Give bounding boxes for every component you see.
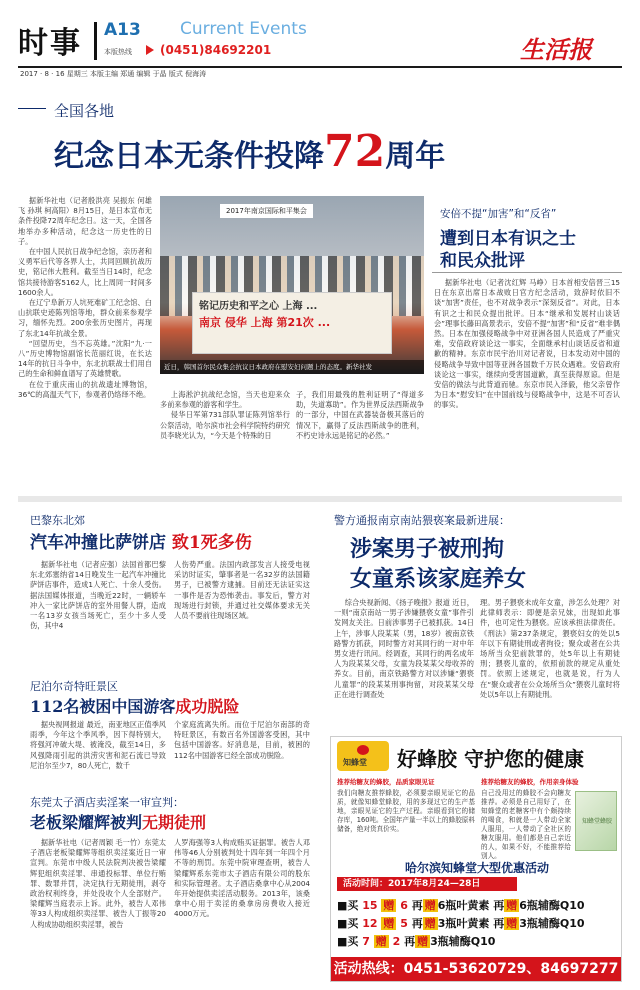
article-headline (30, 810, 206, 833)
offer-number: 5 (400, 917, 408, 930)
ad-brand-badge (337, 741, 389, 771)
photo-backdrop-sign: 2017年南京国际和平集会 (220, 204, 313, 218)
headline-text: 112名被困中国游客 (30, 697, 176, 716)
article-body: 人伤势严重。法国内政部发言人接受电视采访时证实，肇事者是一名32岁的法国籍男子，已被警方逮捕。目前还无法证实这一事件是否为恐怖袭击。事发后，警方对现场进行封锁，并通过社交媒体要求无关人员不要前往现场区域。 (174, 560, 310, 621)
headline-text: 汽车冲撞比萨饼店 (30, 533, 166, 553)
article-body: 据新华社电（记者沈红辉 马峥）日本首相安倍晋三15日在东京出席日本战败日官方纪念活动，致辞时依旧不谈“加害”责任，也不对战争表示“深刻反省”。对此，日本有识之士和民众提出批评。日本“继承和发展村山谈话会”理事长藤田高景表示，安倍不提“加害”和“反省”难非偶然。日本在加强侵略战争中对亚洲各国人民造成了严重灾难，安倍政府谈论这一事实，全面继承村山谈话反省和道歉的精神。东京市民宇治川对记者说，日本发动对中国的侵略战争导致中国等亚洲各国数千万民众遇难。安倍政府谈论这一事实，继续向受害国道歉，真至获得原谅。但是安倍的做法与此背道而驰。东京市民入泽毅，他父亲曾作为日本“慰安妇”在中国前线与侵略战争中，这是不可否认的事实。 (434, 278, 620, 410)
ad-col-body: 我们向糖友推荐蜂胶，必须要亲眼见证它的品质，就像知蜂堂蜂胶，用的多现过它的生产基地，亲眼见证它的生产过程。亲眼看到它的储存库，160吨。全国年产量一半以上的蜂胶原料储备，绝对货真价实。 (337, 789, 475, 833)
article-headline (30, 694, 239, 717)
offer-tag: 赠 (383, 899, 395, 912)
ad-event-title: 哈尔滨知蜂堂大型优惠活动 (404, 861, 549, 875)
article-paragraph: 在中国人民抗日战争纪念馆，亲历者和义勇军后代等各界人士，共同回顾抗战历史，铭记伟大胜利。截至当日14时，纪念馆共接待游客5162人，比上周同一时间多1600余人。 (18, 247, 152, 297)
ad-offer-row (337, 897, 621, 913)
article-body: 综合央视新闻、《扬子晚报》报道 近日，一则“南京南站一男子涉嫌猥亵女童”事件引发网友关注。日前涉事男子已被抓获。14日上午，涉事人段某某（男，18岁）被南京铁路警方抓获，同时警方对其同行的一对中年男女进行讯问。经调查，其同行的两名成年人为段某某父母，女童为段某某父母收养的养女。目前，南京铁路警方对以涉嫌“猥亵儿童罪”的段某某刑事拘留，对段某某父母正在进行调查处 (334, 598, 474, 699)
hotline-number: (0451)84692201 (160, 43, 272, 57)
ad-offer-row (337, 933, 621, 949)
offer-tag: 赠 (424, 899, 436, 912)
page-number: A13 (104, 20, 141, 40)
offer-text: 3瓶辅酶Q10 (519, 917, 585, 930)
offer-text: 6瓶辅酶Q10 (519, 899, 585, 912)
article-block (18, 676, 316, 786)
offer-text: 再 (411, 899, 423, 912)
ad-event-time: 活动时间：2017年8月24—28日 (337, 877, 517, 891)
offer-number: 15 (362, 899, 378, 912)
article-block (330, 510, 622, 732)
ad-offer-row (337, 915, 621, 931)
article-body: 人罗海强等3人构成贿买证据罪。被告人邓伟等46人分别被判处十四年到一年四个月不等的刑罚。东莞中院审理查明，被告人梁耀辉系东莞市太子酒店有限公司的股东和实际管理者。太子酒店桑拿中心从2004年开始提供卖淫活动服务。2013年，该桑拿中心用于卖淫的桑拿房房费收入接近4000万元。 (174, 838, 310, 919)
article-block (18, 792, 316, 976)
article-body: 个家庭流离失所。而位于尼泊尔南部的奇特旺景区，有数百名外国游客受困，其中包括中国游客。好消息是，目前，被困的112名中国游客已经全部成功脱险。 (174, 720, 310, 760)
headline-text: 老板梁耀辉被判 (30, 813, 143, 832)
ad-hotline: 活动热线：0451-53620729、84697277 (331, 957, 621, 981)
offer-tag: 赠 (375, 935, 387, 948)
banner-line: 铭记历史和平之心 上海 ... (199, 301, 318, 312)
article-kicker: 尼泊尔奇特旺景区 (30, 680, 118, 693)
kicker-rule (18, 108, 46, 109)
offer-number: 6 (400, 899, 408, 912)
article-paragraph: “回望历史，当不忘英雄。”沈阳“九·一八”历史博物馆副馆长范丽红说，在长达14年的抗日斗争中，东北抗联战士们用自己的生命和鲜血谱写了英雄赞歌。 (18, 338, 152, 379)
article-body-col1 (18, 196, 152, 486)
offer-tag: 赠 (417, 935, 429, 948)
article-sidebar (432, 202, 622, 486)
newspaper-logo: 生活报 (520, 35, 592, 64)
hotline-label: 本版热线 (104, 48, 132, 56)
masthead (0, 0, 640, 78)
section-divider (94, 22, 97, 60)
ad-col-body: 自己没用过的蜂胶不会向糖友推荐。必须是自己用好了，在知蜂堂的老糖客中有个颇持续的喝食，和就是一人带动全家人服用，一人带动了全社区的糖友服用。他们都是自己亲近的人，如果不好，不能推荐给别人。 (481, 789, 571, 860)
section-title: 时事 (18, 26, 82, 61)
article-headline (54, 126, 445, 177)
news-photo (160, 196, 424, 374)
article-block (18, 510, 316, 670)
play-icon (146, 45, 154, 55)
article-body: 据新华社电（记者应强）法国首都巴黎东北郊塞纳省14日晚发生一起汽车冲撞比萨饼店事件，造成1人死亡、十余人受伤。据法国媒体报道，当晚近22时，一辆轿车冲入一家比萨饼店的室外用餐人群，造成一名13岁女孩当场死亡，至少十多人受伤，其中4 (30, 560, 166, 631)
article-headline (30, 528, 252, 553)
headline-highlight: 致1死多伤 (171, 533, 252, 553)
ad-col-heading: 推荐给糖友的蜂胶，品质家眼见证 (337, 778, 435, 786)
offer-number: 2 (392, 935, 401, 948)
headline-highlight: 无期徒刑 (142, 813, 207, 832)
offer-text: ■买 (337, 899, 359, 912)
headline-number: 72 (324, 126, 386, 177)
offer-tag: 赠 (506, 917, 518, 930)
article-headline: 遭到日本有识之士 (440, 229, 576, 249)
headline-text: 纪念日本无条件投降 (54, 139, 324, 174)
offer-tag: 赠 (383, 917, 395, 930)
article-headline: 涉案男子被刑拘 (350, 536, 505, 562)
article-headline-block (18, 98, 622, 180)
offer-number: 12 (362, 917, 378, 930)
article-paragraph: 在位于重庆南山的抗战遗址博物馆，36℃的高温天气下，参观者仍络绎不绝。 (18, 379, 152, 399)
article-kicker: 全国各地 (54, 102, 115, 120)
offer-tag: 赠 (424, 917, 436, 930)
headline-suffix: 周年 (385, 139, 446, 174)
photo-caption: 近日，韩国首尔民众集会抗议日本政府在慰安妇问题上的态度。新华社发 (160, 360, 424, 374)
header-rule (18, 66, 622, 68)
ad-col-heading: 推荐给糖友的蜂胶，作用亲身体验 (481, 778, 579, 786)
article-headline: 和民众批评 (440, 251, 525, 271)
offer-text: ■买 (337, 917, 359, 930)
advertisement (330, 736, 622, 982)
offer-tag: 赠 (506, 899, 518, 912)
article-kicker: 巴黎东北郊 (30, 514, 85, 527)
offer-text: 3瓶叶黄素 (437, 917, 490, 930)
article-body: 据新华社电（记者周颖 毛一竹）东莞太子酒店老板梁耀辉等组织卖淫案近日一审宣判。东莞市中级人民法院判决被告梁耀辉犯组织卖淫罪、串通投标罪、单位行贿罪、数罪并罚，决定执行无期徒刑，剥夺政治权利终身，并处没收个人全部财产。梁耀辉当庭表示上诉。此外，被告人邓伟等33人构成组织卖淫罪、被告人丁振等20人构成协助组织卖淫罪，被告 (30, 838, 166, 929)
ad-title: 好蜂胶 守护您的健康 (397, 747, 584, 771)
product-box (575, 791, 617, 851)
dateline: 2017 · 8 · 16 星期三 本版主编 郑通 编辑 于晶 版式 倪海涛 (20, 70, 207, 78)
offer-text: 再 (411, 917, 423, 930)
offer-text: 6瓶叶黄素 (437, 899, 490, 912)
article-paragraph: 子，我们用最残的胜利证明了“得道多助，失道寡助”。作为世界反法西斯战争的一部分，中国在武器装备极其落后的情况下，赢得了反法西斯战争的胜利，不朽史诗永远是铭记的必然。” (296, 390, 424, 440)
product-label: 知蜂堂蜂胶 (581, 818, 612, 825)
offer-text: ■买 (337, 935, 359, 948)
article-kicker: 安倍不提“加害”和“反省” (440, 208, 557, 220)
section-rule (432, 272, 622, 273)
ad-brand-name: 知蜂堂 (343, 758, 367, 767)
offer-text: 再 (493, 917, 505, 930)
offer-text: 再 (404, 935, 416, 948)
article-kicker: 东莞太子酒店卖淫案一审宣判： (30, 796, 184, 809)
bee-icon (357, 745, 369, 755)
article-body-col2 (160, 390, 290, 486)
article-body: 理。男子猥亵未成年女童，涉怎么处理？对此律师表示：即便是亲兄妹，出现如此事件，也可定性为猥亵。应该承担法律责任。《刑法》第237条规定，猥亵妇女的处以5年以下有期徒刑或者拘役；聚众或者在公共场所当众犯前款罪的，处5年以上有期徒刑；猥亵儿童的，依照前款的规定从重处罚。依照上述规定，也就是说，行为人在“聚众或者在公众场所当众”猥亵儿童时将处以5年以上有期徒刑。 (480, 598, 620, 699)
section-divider (18, 496, 622, 502)
article-paragraph: 在辽宁阜新万人坑死难矿工纪念馆、白山抗联史迹陈列馆等地，群众前来参观学习，缅怀先烈。200余张历史图片，再现了东北14年抗战全景。 (18, 298, 152, 338)
article-paragraph: 上海淞沪抗战纪念馆，当天也迎来众多前来参观的游客和学生。 (160, 390, 290, 410)
article-body-col3 (296, 390, 424, 486)
offer-number: 7 (362, 935, 370, 948)
article-body: 据央视网报道 最近，南亚地区正值季风雨季，今年这个季风季，因下得特别大，将强河冲破大堤、被淹没，截至14日，多风强降雨引起的洪涝灾害和泥石流已导致尼泊尔至少7，80人死亡，数千 (30, 720, 166, 770)
offer-text: 再 (493, 899, 505, 912)
headline-highlight: 成功脱险 (175, 697, 240, 716)
article-lead: 据新华社电（记者殷洪亮 吴振东 何雄飞 孙琪 柯高阳）8月15日，是日本宣布无条件投降72周年纪念日。这一天，全国各地举办多种活动，纪念这一历史性的日子。 (18, 196, 152, 246)
offer-text: 3瓶辅酶Q10 (430, 935, 496, 948)
section-english: Current Events (180, 19, 307, 39)
article-kicker: 警方通报南京南站猥亵案最新进展： (334, 514, 510, 527)
article-paragraph: 侵华日军第731部队罪证陈列馆举行公祭活动，哈尔滨市社会科学院特约研究员李晓光认为，“今天是个特殊的日 (160, 410, 290, 440)
photo-banner (192, 292, 392, 354)
banner-line: 南京 侵华 上海 第21次 ... (199, 316, 331, 329)
article-headline: 女童系该家庭养女 (350, 566, 527, 592)
